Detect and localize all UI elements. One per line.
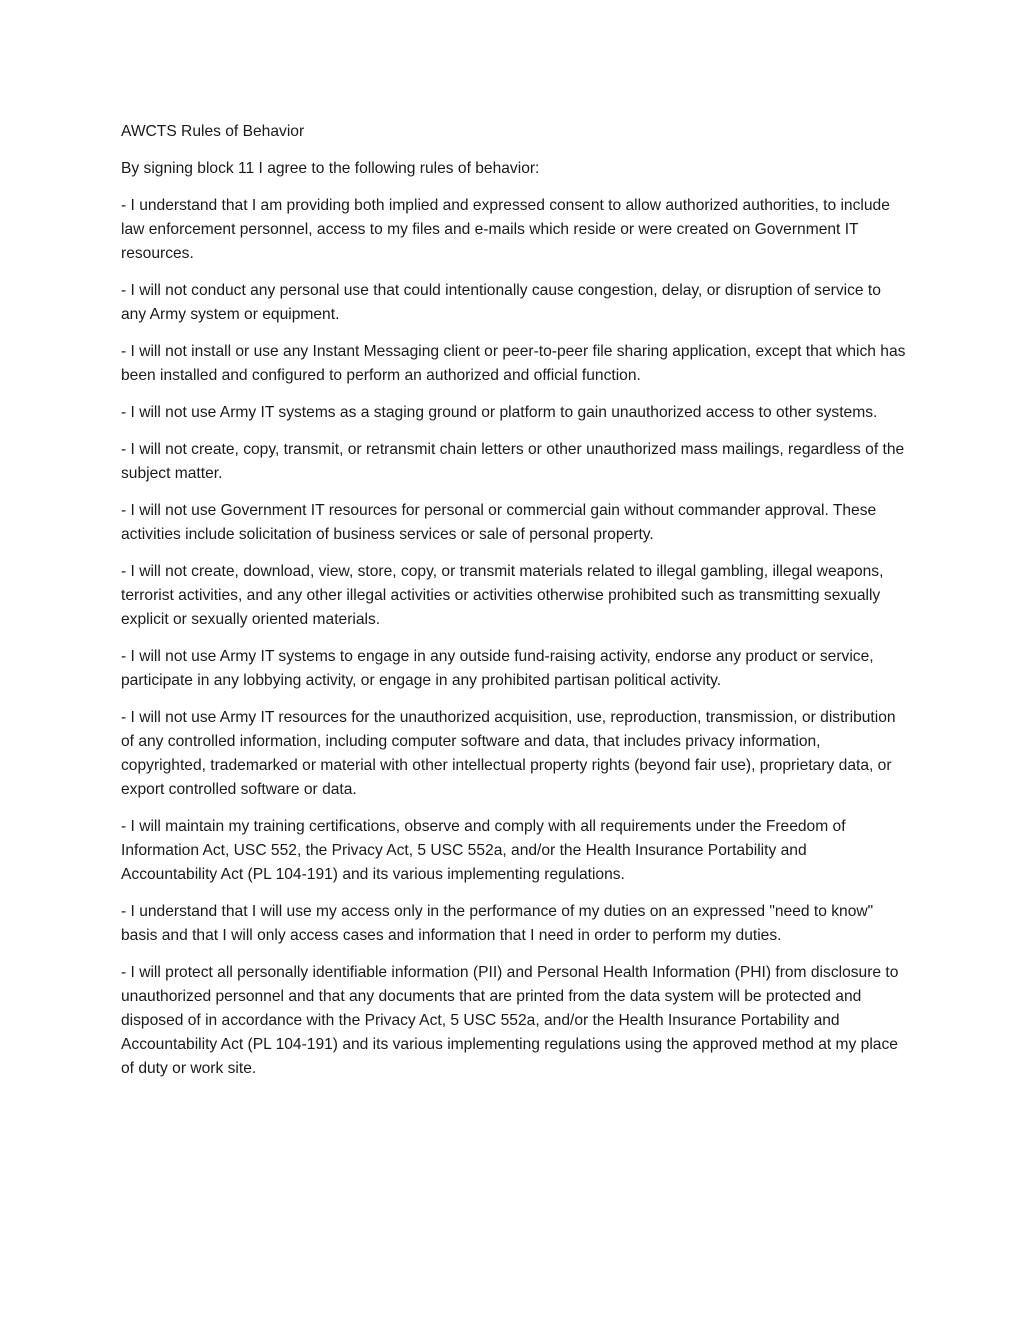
- rule-item-6: - I will not use Government IT resources for personal or commercial gain without commander approval. These activities include solicitation of business services or sale of personal property.: [121, 502, 877, 543]
- rule-item-3: - I will not install or use any Instant Messaging client or peer-to-peer file sharing application, except that which has been installed and configured to perform an authorized and official function.: [121, 343, 906, 384]
- rule-item-10: - I will maintain my training certifications, observe and comply with all requirements under the Freedom of Information Act, USC 552, the Privacy Act, 5 USC 552a, and/or the Health Insurance Portability and Accountability Act (PL 104-191) and its various implementing regulations.: [121, 818, 846, 883]
- rule-item-8: - I will not use Army IT systems to engage in any outside fund-raising activity, endorse any product or service, participate in any lobbying activity, or engage in any prohibited partisan political activity.: [121, 648, 874, 689]
- document-page: [121, 120, 906, 1094]
- rule-item-12: - I will protect all personally identifiable information (PII) and Personal Health Information (PHI) from disclosure to unauthorized personnel and that any documents that are printed from the data system will be protected and disposed of in accordance with the Privacy Act, 5 USC 552a, and/or the Health Insurance Portability and Accountability Act (PL 104-191) and its various implementing regulations using the approved method at my place of duty or work site.: [121, 964, 899, 1077]
- rule-item-1: - I understand that I am providing both implied and expressed consent to allow authorized authorities, to include law enforcement personnel, access to my files and e-mails which reside or were created on Government IT resources.: [121, 197, 890, 262]
- document-title: AWCTS Rules of Behavior: [121, 123, 305, 140]
- rule-item-9: - I will not use Army IT resources for the unauthorized acquisition, use, reproduction, transmission, or distribution of any controlled information, including computer software and data, that includes privacy information, copyrighted, trademarked or material with other intellectual property rights (beyond fair use), proprietary data, or export controlled software or data.: [121, 709, 896, 798]
- rule-item-2: - I will not conduct any personal use that could intentionally cause congestion, delay, or disruption of service to any Army system or equipment.: [121, 282, 881, 323]
- document-intro: By signing block 11 I agree to the following rules of behavior:: [121, 160, 540, 177]
- rule-item-7: - I will not create, download, view, store, copy, or transmit materials related to illegal gambling, illegal weapons, terrorist activities, and any other illegal activities or activities otherwise prohibited such as transmitting sexually explicit or sexually oriented materials.: [121, 563, 884, 628]
- rule-item-11: - I understand that I will use my access only in the performance of my duties on an expressed "need to know" basis and that I will only access cases and information that I need in order to perform my duties.: [121, 903, 874, 944]
- rule-item-5: - I will not create, copy, transmit, or retransmit chain letters or other unauthorized mass mailings, regardless of the subject matter.: [121, 441, 905, 482]
- rule-item-4: - I will not use Army IT systems as a staging ground or platform to gain unauthorized access to other systems.: [121, 404, 878, 421]
